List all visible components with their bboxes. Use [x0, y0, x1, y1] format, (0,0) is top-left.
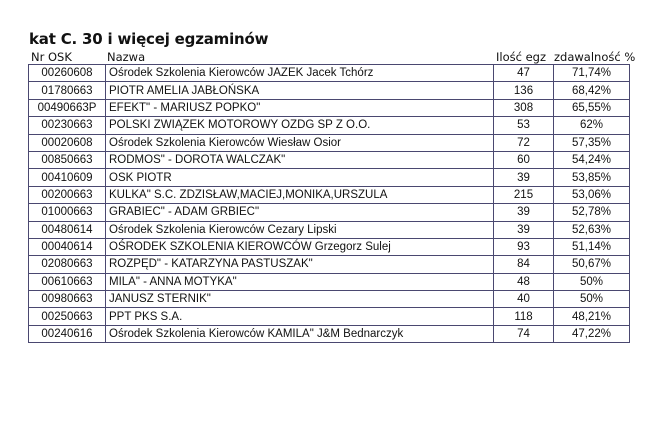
table-row	[29, 291, 630, 308]
cell-name: GRABIEC" - ADAM GRBIEC"	[106, 204, 494, 221]
cell-nr-osk: 00410609	[29, 169, 106, 186]
cell-nr-osk: 01780663	[29, 82, 106, 99]
cell-rate: 50%	[554, 273, 630, 290]
cell-nr-osk: 00200663	[29, 186, 106, 203]
cell-name: MILA" - ANNA MOTYKA"	[106, 273, 494, 290]
table-row	[29, 151, 630, 168]
cell-count: 48	[494, 273, 554, 290]
cell-count: 60	[494, 151, 554, 168]
cell-name: OŚRODEK SZKOLENIA KIEROWCÓW Grzegorz Sulej	[106, 238, 494, 255]
cell-name: PPT PKS S.A.	[106, 308, 494, 325]
cell-name: JANUSZ STERNIK"	[106, 291, 494, 308]
cell-count: 136	[494, 82, 554, 99]
cell-rate: 53,85%	[554, 169, 630, 186]
cell-rate: 50%	[554, 291, 630, 308]
cell-count: 53	[494, 117, 554, 134]
cell-name: RODMOS" - DOROTA WALCZAK"	[106, 151, 494, 168]
cell-nr-osk: 01000663	[29, 204, 106, 221]
cell-name: Ośrodek Szkolenia Kierowców Wiesław Osior	[106, 134, 494, 151]
cell-name: OSK PIOTR	[106, 169, 494, 186]
table-row	[29, 169, 630, 186]
cell-nr-osk: 00610663	[29, 273, 106, 290]
cell-rate: 52,78%	[554, 204, 630, 221]
cell-nr-osk: 00980663	[29, 291, 106, 308]
cell-rate: 53,06%	[554, 186, 630, 203]
header-nr-osk: Nr OSK	[31, 50, 72, 64]
table-row	[29, 238, 630, 255]
cell-nr-osk: 00240616	[29, 325, 106, 342]
results-table	[28, 64, 630, 343]
cell-name: Ośrodek Szkolenia Kierowców KAMILA" J&M Bednarczyk	[106, 325, 494, 342]
cell-nr-osk: 00040614	[29, 238, 106, 255]
cell-rate: 48,21%	[554, 308, 630, 325]
cell-name: ROZPĘD" - KATARZYNA PASTUSZAK"	[106, 256, 494, 273]
cell-nr-osk: 00230663	[29, 117, 106, 134]
cell-count: 308	[494, 99, 554, 116]
cell-name: EFEKT" - MARIUSZ POPKO"	[106, 99, 494, 116]
cell-count: 215	[494, 186, 554, 203]
table-row	[29, 273, 630, 290]
cell-count: 47	[494, 65, 554, 82]
cell-rate: 52,63%	[554, 221, 630, 238]
cell-nr-osk: 00260608	[29, 65, 106, 82]
cell-rate: 51,14%	[554, 238, 630, 255]
table-row	[29, 204, 630, 221]
cell-nr-osk: 00250663	[29, 308, 106, 325]
cell-count: 39	[494, 169, 554, 186]
cell-rate: 57,35%	[554, 134, 630, 151]
cell-count: 74	[494, 325, 554, 342]
table-row	[29, 308, 630, 325]
table-row	[29, 256, 630, 273]
cell-nr-osk: 00850663	[29, 151, 106, 168]
cell-rate: 54,24%	[554, 151, 630, 168]
cell-name: Ośrodek Szkolenia Kierowców Cezary Lipski	[106, 221, 494, 238]
table-row	[29, 65, 630, 82]
cell-nr-osk: 02080663	[29, 256, 106, 273]
table-row	[29, 117, 630, 134]
cell-nr-osk: 00490663P	[29, 99, 106, 116]
cell-count: 118	[494, 308, 554, 325]
table-row	[29, 99, 630, 116]
cell-rate: 65,55%	[554, 99, 630, 116]
cell-nr-osk: 00020608	[29, 134, 106, 151]
cell-count: 72	[494, 134, 554, 151]
cell-rate: 68,42%	[554, 82, 630, 99]
cell-name: Ośrodek Szkolenia Kierowców JAZEK Jacek Tchórz	[106, 65, 494, 82]
table-row	[29, 134, 630, 151]
table-row	[29, 325, 630, 342]
cell-rate: 50,67%	[554, 256, 630, 273]
cell-count: 40	[494, 291, 554, 308]
header-name: Nazwa	[107, 50, 146, 64]
cell-rate: 47,22%	[554, 325, 630, 342]
cell-name: PIOTR AMELIA JABŁOŃSKA	[106, 82, 494, 99]
cell-name: POLSKI ZWIĄZEK MOTOROWY OZDG SP Z O.O.	[106, 117, 494, 134]
table-row	[29, 186, 630, 203]
header-count: Ilość egz	[496, 50, 547, 64]
cell-rate: 71,74%	[554, 65, 630, 82]
header-rate: zdawalność %	[554, 50, 636, 64]
cell-count: 84	[494, 256, 554, 273]
cell-count: 39	[494, 221, 554, 238]
table-row	[29, 221, 630, 238]
cell-nr-osk: 00480614	[29, 221, 106, 238]
cell-count: 39	[494, 204, 554, 221]
table-row	[29, 82, 630, 99]
cell-name: KULKA" S.C. ZDZISŁAW,MACIEJ,MONIKA,URSZULA	[106, 186, 494, 203]
document-title: kat C. 30 i więcej egzaminów	[29, 30, 269, 48]
cell-rate: 62%	[554, 117, 630, 134]
cell-count: 93	[494, 238, 554, 255]
